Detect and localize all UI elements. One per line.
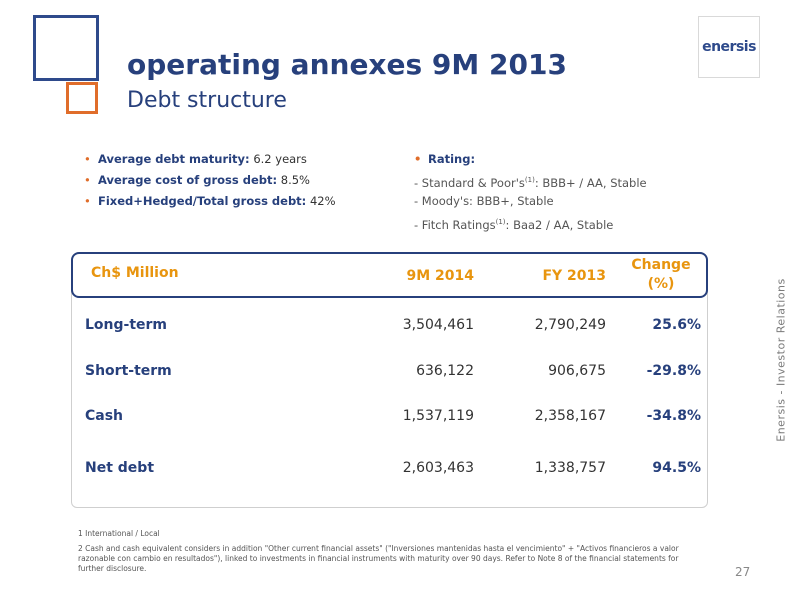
header-9m-2014: 9M 2014 xyxy=(406,268,474,284)
row-label: Net debt xyxy=(85,460,155,476)
page-subtitle: Debt structure xyxy=(127,88,287,113)
row-change: 94.5% xyxy=(652,460,701,476)
side-label: Enersis - Investor Relations xyxy=(774,278,788,442)
debt-metrics-list xyxy=(84,151,336,214)
logo-text: enersis xyxy=(702,39,756,55)
table-row-short-term xyxy=(0,363,800,385)
rating-fitch-label: - Fitch Ratings xyxy=(414,217,496,232)
bullet-value: 8.5% xyxy=(280,173,310,187)
table-row-cash xyxy=(0,408,800,430)
row-9m-2014: 2,603,463 xyxy=(402,460,474,476)
table-row-long-term xyxy=(0,317,800,339)
rating-moodys: - Moody's: BBB+, Stable xyxy=(414,194,554,208)
row-label: Cash xyxy=(85,408,124,424)
footnote-ref: (1) xyxy=(495,218,506,226)
table-row-net-debt xyxy=(0,460,800,482)
row-change: -34.8% xyxy=(646,408,701,424)
header-change-line1: Change xyxy=(631,257,691,273)
row-9m-2014: 3,504,461 xyxy=(402,317,474,333)
bullet-maturity xyxy=(84,151,336,172)
row-fy-2013: 1,338,757 xyxy=(534,460,606,476)
row-change: -29.8% xyxy=(646,363,701,379)
bullet-value: 6.2 years xyxy=(253,152,307,166)
rating-block xyxy=(414,151,647,235)
decor-square-large xyxy=(33,15,99,81)
bullet-cost xyxy=(84,172,336,193)
page-title: operating annexes 9M 2013 xyxy=(127,48,567,81)
footnote-ref: (1) xyxy=(524,176,535,184)
header-change-line2: (%) xyxy=(647,276,675,292)
rating-sp-label: - Standard & Poor's xyxy=(414,175,525,190)
row-9m-2014: 1,537,119 xyxy=(402,408,474,424)
row-label: Long-term xyxy=(85,317,168,333)
footnote-1: 1 International / Local xyxy=(78,529,160,538)
row-9m-2014: 636,122 xyxy=(416,363,474,379)
rating-fitch xyxy=(414,214,647,235)
bullet-label: Average debt maturity: xyxy=(98,152,250,166)
row-fy-2013: 906,675 xyxy=(548,363,606,379)
decor-square-small xyxy=(66,82,98,114)
bullet-label: Fixed+Hedged/Total gross debt: xyxy=(98,194,307,208)
rating-fitch-value: : Baa2 / AA, Stable xyxy=(505,217,614,232)
bullet-value: 42% xyxy=(309,194,336,208)
header-change xyxy=(620,256,702,294)
row-fy-2013: 2,358,167 xyxy=(534,408,606,424)
header-fy-2013: FY 2013 xyxy=(542,268,606,284)
footnote-2: 2 Cash and cash equivalent considers in addition "Other current financial assets" ("Inversiones mantenidas hasta el vencimiento" + "Activos financieros a valor razonable con cambio en resultados"), linked to investments in financial instruments with maturity over 90 days. Refer to Note 8 of the financial statements for further disclosure. xyxy=(78,544,679,573)
page-number: 27 xyxy=(735,565,751,579)
row-fy-2013: 2,790,249 xyxy=(534,317,606,333)
bullet-label: Average cost of gross debt: xyxy=(98,173,278,187)
rating-sp-value: : BBB+ / AA, Stable xyxy=(534,175,647,190)
row-change: 25.6% xyxy=(652,317,701,333)
footnotes xyxy=(78,529,698,574)
enersis-logo xyxy=(698,16,760,78)
rating-sp xyxy=(414,172,647,193)
bullet-fixed-hedged xyxy=(84,193,336,214)
row-label: Short-term xyxy=(85,363,172,379)
rating-heading: • Rating: xyxy=(414,151,647,172)
header-ch-million: Ch$ Million xyxy=(91,265,179,281)
